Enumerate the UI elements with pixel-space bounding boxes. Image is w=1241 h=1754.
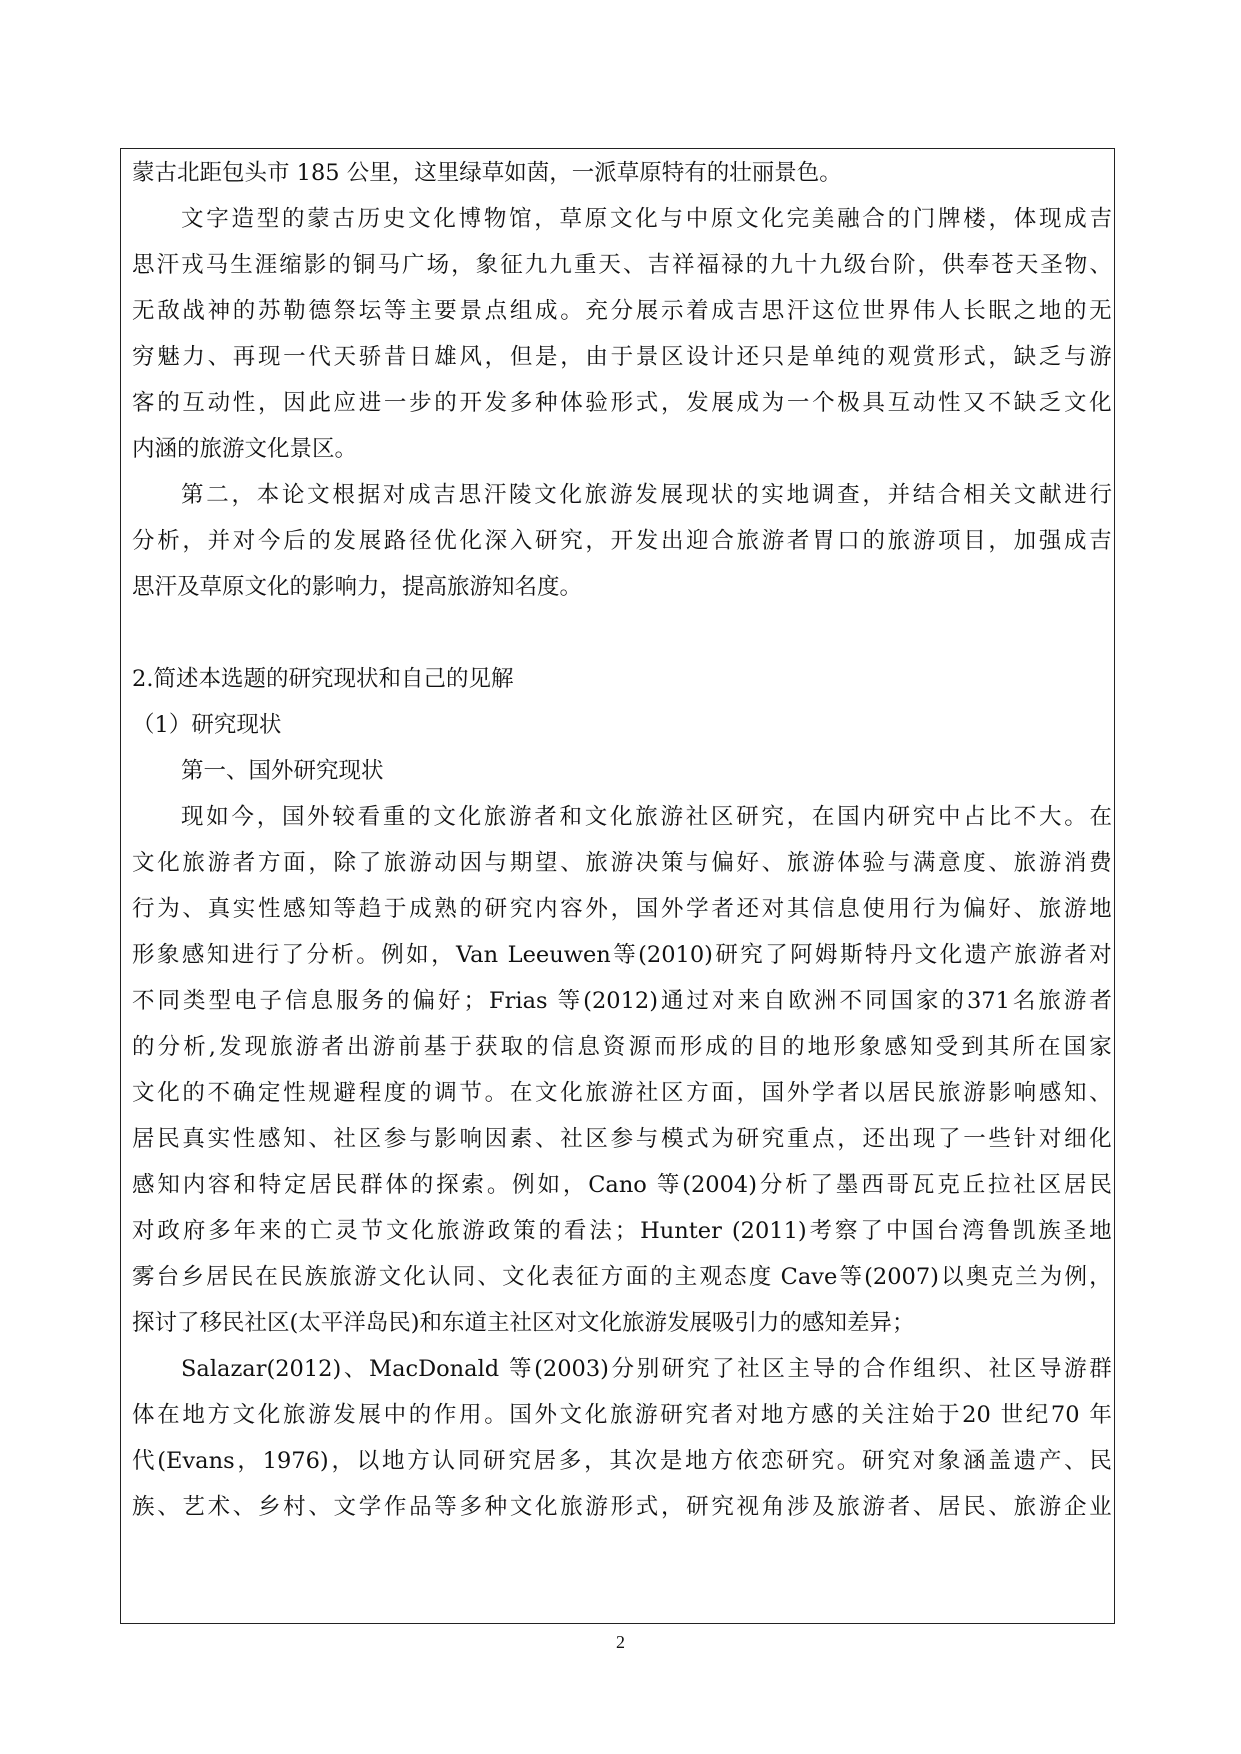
text-line: 对 政 府 多 年 来 的 亡 灵 节 文 化 旅 游 政 策 的 看 法 ； Hunter (2011) 考 察 了 中 国 台 湾 鲁 凯 族 圣 地 — [132, 1218, 1112, 1244]
text-line: 居 民 真 实 性 感 知 、 社 区 参 与 影 响 因 素 、 社 区 参 与 模 式 为 研 究 重 点 ， 还 出 现 了 一 些 针 对 细 化 — [132, 1126, 1112, 1152]
text-line: 2.简述本选题的研究现状和自己的见解 — [132, 666, 514, 692]
text-line: 文 化 旅 游 者 方 面 ， 除 了 旅 游 动 因 与 期 望 、 旅 游 决 策 与 偏 好 、 旅 游 体 验 与 满 意 度 、 旅 游 消 费 — [132, 850, 1112, 876]
text-line: 穷 魅 力 、 再 现 一 代 天 骄 昔 日 雄 风 ， 但 是 ， 由 于 景 区 设 计 还 只 是 单 纯 的 观 赏 形 式 ， 缺 乏 与 游 — [132, 344, 1112, 370]
page-number: 2 — [616, 1632, 625, 1652]
text-line: （1）研究现状 — [132, 712, 282, 738]
text-line: 第 二 ， 本 论 文 根 据 对 成 吉 思 汗 陵 文 化 旅 游 发 展 现 状 的 实 地 调 查 ， 并 结 合 相 关 文 献 进 行 — [181, 482, 1112, 508]
text-line: 内涵的旅游文化景区。 — [132, 436, 358, 462]
text-line: Salazar(2012) 、 MacDonald 等 (2003) 分 别 研 究 了 社 区 主 导 的 合 作 组 织 、 社 区 导 游 群 — [181, 1356, 1112, 1382]
text-line: 思汗及草原文化的影响力，提高旅游知名度。 — [132, 574, 583, 600]
blank-line — [132, 610, 1112, 656]
text-line: 行 为 、 真 实 性 感 知 等 趋 于 成 熟 的 研 究 内 容 外 ， 国 外 学 者 还 对 其 信 息 使 用 行 为 偏 好 、 旅 游 地 — [132, 896, 1112, 922]
text-line: 思 汗 戎 马 生 涯 缩 影 的 铜 马 广 场 ， 象 征 九 九 重 天 、 吉 祥 福 禄 的 九 十 九 级 台 阶 ， 供 奉 苍 天 圣 物 、 — [132, 252, 1112, 278]
text-line: 的 分 析 , 发 现 旅 游 者 出 游 前 基 于 获 取 的 信 息 资 源 而 形 成 的 目 的 地 形 象 感 知 受 到 其 所 在 国 家 — [132, 1034, 1112, 1060]
text-line: 体 在 地 方 文 化 旅 游 发 展 中 的 作 用 。 国 外 文 化 旅 游 研 究 者 对 地 方 感 的 关 注 始 于 20 世 纪 70 年 — [132, 1402, 1112, 1428]
text-line: 雾 台 乡 居 民 在 民 族 旅 游 文 化 认 同 、 文 化 表 征 方 面 的 主 观 态 度 Cave 等 (2007) 以 奥 克 兰 为 例 ， — [132, 1264, 1112, 1290]
text-line: 文 化 的 不 确 定 性 规 避 程 度 的 调 节 。 在 文 化 旅 游 社 区 方 面 ， 国 外 学 者 以 居 民 旅 游 影 响 感 知 、 — [132, 1080, 1112, 1106]
text-line: 代 (Evans ， 1976) ， 以 地 方 认 同 研 究 居 多 ， 其 次 是 地 方 依 恋 研 究 。 研 究 对 象 涵 盖 遗 产 、 民 — [132, 1448, 1112, 1474]
text-line: 分 析 ， 并 对 今 后 的 发 展 路 径 优 化 深 入 研 究 ， 开 发 出 迎 合 旅 游 者 胃 口 的 旅 游 项 目 ， 加 强 成 吉 — [132, 528, 1112, 554]
text-line: 蒙古北距包头市 185 公里，这里绿草如茵，一派草原特有的壮丽景色。 — [132, 160, 842, 186]
text-line: 不 同 类 型 电 子 信 息 服 务 的 偏 好 ； Frias 等 (2012) 通 过 对 来 自 欧 洲 不 同 国 家 的 371 名 旅 游 者 — [132, 988, 1112, 1014]
text-line: 现 如 今 ， 国 外 较 看 重 的 文 化 旅 游 者 和 文 化 旅 游 社 区 研 究 ， 在 国 内 研 究 中 占 比 不 大 。 在 — [181, 804, 1112, 830]
text-line: 第一、国外研究现状 — [181, 758, 384, 784]
text-line: 文 字 造 型 的 蒙 古 历 史 文 化 博 物 馆 ， 草 原 文 化 与 中 原 文 化 完 美 融 合 的 门 牌 楼 ， 体 现 成 吉 — [181, 206, 1112, 232]
text-line: 客 的 互 动 性 ， 因 此 应 进 一 步 的 开 发 多 种 体 验 形 式 ， 发 展 成 为 一 个 极 具 互 动 性 又 不 缺 乏 文 化 — [132, 390, 1112, 416]
text-line: 感 知 内 容 和 特 定 居 民 群 体 的 探 索 。 例 如 ， Cano 等 (2004) 分 析 了 墨 西 哥 瓦 克 丘 拉 社 区 居 民 — [132, 1172, 1112, 1198]
text-line: 族 、 艺 术 、 乡 村 、 文 学 作 品 等 多 种 文 化 旅 游 形 式 ， 研 究 视 角 涉 及 旅 游 者 、 居 民 、 旅 游 企 业 — [132, 1494, 1112, 1520]
text-line: 形 象 感 知 进 行 了 分 析 。 例 如 ， Van Leeuwen 等 (2010) 研 究 了 阿 姆 斯 特 丹 文 化 遗 产 旅 游 者 对 — [132, 942, 1112, 968]
document-body — [132, 150, 1112, 1530]
text-line: 探讨了移民社区(太平洋岛民)和东道主社区对文化旅游发展吸引力的感知差异； — [132, 1310, 915, 1336]
text-line: 无 敌 战 神 的 苏 勒 德 祭 坛 等 主 要 景 点 组 成 。 充 分 展 示 着 成 吉 思 汗 这 位 世 界 伟 人 长 眠 之 地 的 无 — [132, 298, 1112, 324]
